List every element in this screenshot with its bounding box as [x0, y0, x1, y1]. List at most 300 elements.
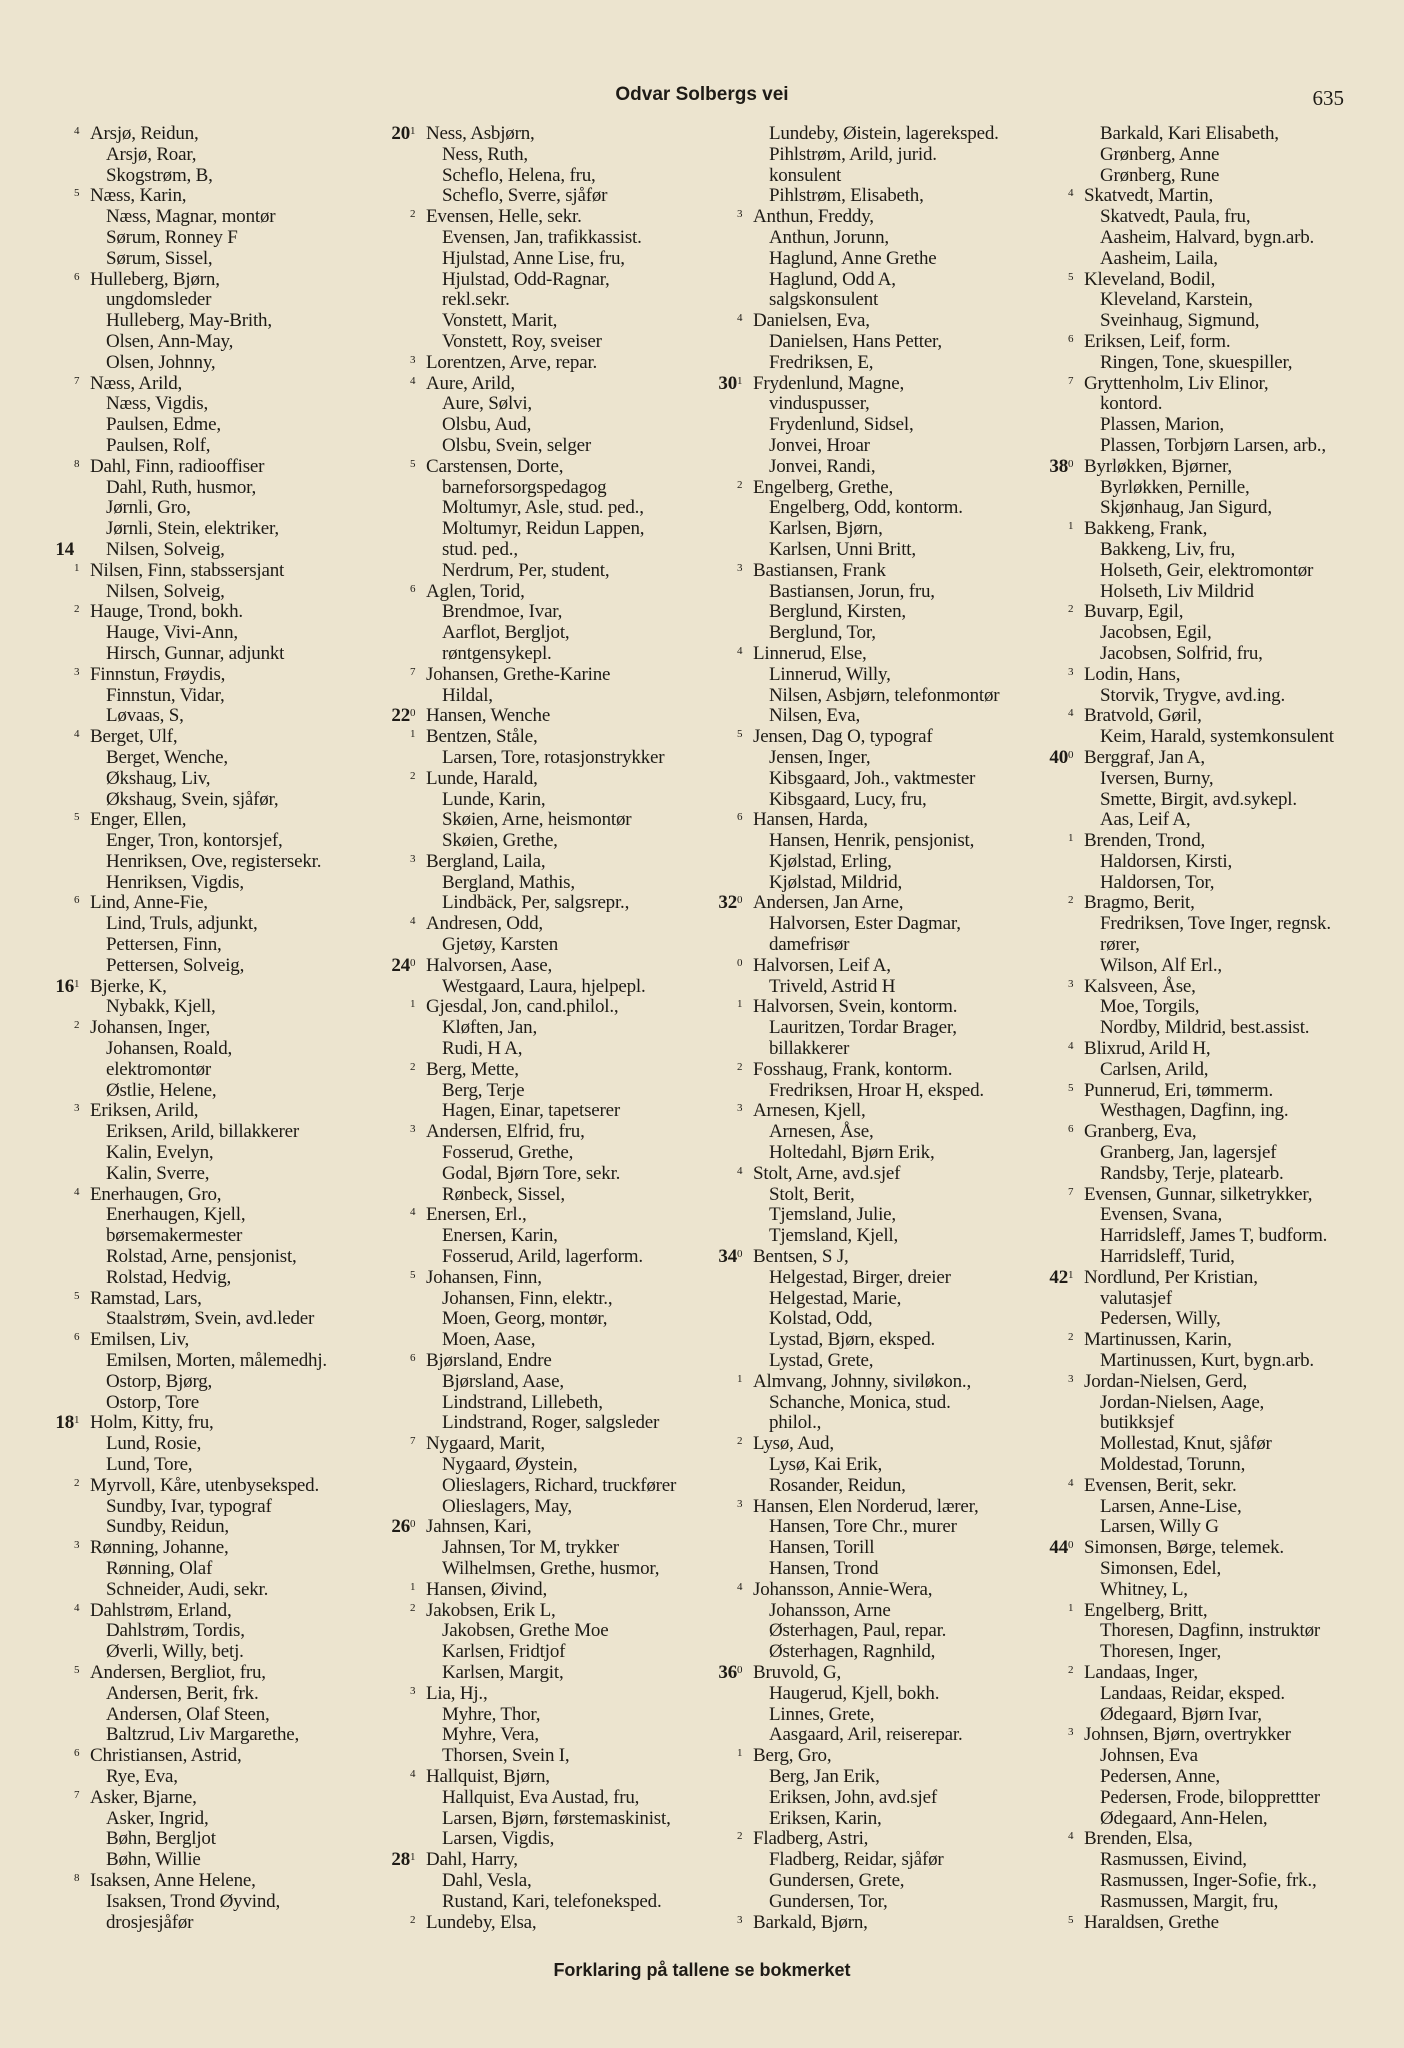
- house-number: 34: [718, 1246, 737, 1268]
- resident-text: Helgestad, Birger, dreier: [769, 1266, 951, 1288]
- directory-entry: [693, 1788, 1023, 1809]
- directory-entry: [1024, 290, 1354, 311]
- directory-entry: [693, 1122, 1023, 1143]
- directory-entry: [693, 374, 1023, 395]
- resident-text: Haglund, Odd A,: [769, 268, 896, 290]
- directory-entry: [366, 769, 696, 790]
- directory-entry: [693, 686, 1023, 707]
- floor-number: 3: [410, 852, 416, 865]
- directory-entry: [1024, 1517, 1354, 1538]
- resident-text: Kalin, Sverre,: [106, 1162, 210, 1184]
- floor-number: 8: [74, 457, 80, 470]
- resident-text: Hansen, Henrik, pensjonist,: [769, 830, 975, 852]
- directory-entry: [1024, 748, 1354, 769]
- directory-entry: [1024, 1434, 1354, 1455]
- resident-text: Aure, Sølvi,: [442, 393, 532, 415]
- resident-text: Fredriksen, E,: [769, 351, 874, 373]
- directory-entry: [1024, 1330, 1354, 1351]
- resident-text: Hulleberg, Bjørn,: [90, 268, 220, 290]
- directory-entry: [366, 1434, 696, 1455]
- resident-text: Olieslagers, Richard, truckfører: [442, 1474, 677, 1496]
- resident-text: Bakkeng, Liv, fru,: [1100, 538, 1235, 560]
- resident-text: Tjemsland, Kjell,: [769, 1225, 899, 1247]
- resident-text: Skogstrøm, B,: [106, 164, 213, 186]
- resident-text: Kalsveen, Åse,: [1084, 975, 1196, 997]
- directory-entry: [30, 186, 360, 207]
- floor-number: 2: [1068, 1663, 1074, 1676]
- directory-entry: [1024, 977, 1354, 998]
- directory-entry: [1024, 1809, 1354, 1830]
- floor-number: 6: [737, 811, 743, 824]
- resident-text: Martinussen, Kurt, bygn.arb.: [1100, 1350, 1314, 1372]
- resident-text: Nordlund, Per Kristian,: [1084, 1266, 1258, 1288]
- directory-entry: [693, 124, 1023, 145]
- directory-entry: [366, 893, 696, 914]
- directory-entry: [1024, 582, 1354, 603]
- directory-entry: [30, 831, 360, 852]
- resident-text: Fredriksen, Hroar H, eksped.: [769, 1079, 984, 1101]
- directory-entry: [693, 977, 1023, 998]
- resident-text: Bjørsland, Aase,: [442, 1370, 564, 1392]
- directory-entry: [693, 1101, 1023, 1122]
- directory-entry: [30, 374, 360, 395]
- directory-entry: [366, 1164, 696, 1185]
- directory-entry: [366, 1559, 696, 1580]
- directory-entry: [366, 748, 696, 769]
- directory-entry: [693, 1684, 1023, 1705]
- resident-text: Christiansen, Astrid,: [90, 1745, 242, 1767]
- directory-entry: [693, 1850, 1023, 1871]
- directory-entry: [693, 1497, 1023, 1518]
- directory-entry: [366, 1809, 696, 1830]
- directory-entry: [693, 1205, 1023, 1226]
- directory-entry: [693, 1809, 1023, 1830]
- directory-entry: [693, 997, 1023, 1018]
- directory-entry: [1024, 1476, 1354, 1497]
- directory-entry: [30, 540, 360, 561]
- resident-text: Bergland, Mathis,: [442, 871, 575, 893]
- resident-text: Nerdrum, Per, student,: [442, 559, 610, 581]
- directory-entry: [1024, 561, 1354, 582]
- directory-entry: [30, 1226, 360, 1247]
- resident-text: Simonsen, Børge, telemek.: [1084, 1537, 1284, 1559]
- directory-entry: [693, 1143, 1023, 1164]
- resident-text: Myhre, Thor,: [442, 1703, 541, 1725]
- resident-text: Bruvold, G,: [753, 1661, 842, 1683]
- floor-number: 6: [410, 582, 416, 595]
- resident-text: Finnstun, Frøydis,: [90, 663, 226, 685]
- directory-entry: [693, 1767, 1023, 1788]
- directory-entry: [30, 727, 360, 748]
- resident-text: Rasmussen, Eivind,: [1100, 1849, 1247, 1871]
- directory-entry: [1024, 1351, 1354, 1372]
- resident-text: Lodin, Hans,: [1084, 663, 1181, 685]
- directory-entry: [1024, 1725, 1354, 1746]
- resident-text: Hansen, Elen Norderud, lærer,: [753, 1495, 979, 1517]
- resident-text: Skjønhaug, Jan Sigurd,: [1100, 497, 1272, 519]
- floor-number: 4: [1068, 1830, 1074, 1843]
- directory-entry: [30, 1642, 360, 1663]
- resident-text: Nilsen, Solveig,: [106, 580, 225, 602]
- resident-text: Rasmussen, Inger-Sofie, frk.,: [1100, 1869, 1317, 1891]
- resident-text: Olsbu, Svein, selger: [442, 434, 592, 456]
- directory-entry: [30, 311, 360, 332]
- resident-text: Lunde, Karin,: [442, 788, 546, 810]
- house-number: 36: [718, 1661, 737, 1683]
- resident-text: Berg, Mette,: [426, 1058, 519, 1080]
- floor-number: 4: [737, 644, 743, 657]
- directory-entry: [1024, 997, 1354, 1018]
- resident-text: Dahlstrøm, Tordis,: [106, 1620, 245, 1642]
- floor-number: 5: [410, 457, 416, 470]
- house-number: 30: [718, 372, 737, 394]
- resident-text: Linnerud, Else,: [753, 642, 867, 664]
- directory-entry: [30, 124, 360, 145]
- resident-text: røntgensykepl.: [442, 642, 552, 664]
- resident-text: Berglund, Tor,: [769, 622, 876, 644]
- directory-entry: [30, 1559, 360, 1580]
- resident-text: Barkald, Bjørn,: [753, 1911, 868, 1933]
- directory-entry: [366, 1289, 696, 1310]
- directory-entry: [366, 727, 696, 748]
- resident-text: Bastiansen, Jorun, fru,: [769, 580, 935, 602]
- resident-text: salgskonsulent: [769, 289, 879, 311]
- street-title: Odvar Solbergs vei: [615, 84, 789, 105]
- floor-number: 1: [410, 125, 416, 137]
- house-number: 24: [391, 954, 410, 976]
- resident-text: Jacobsen, Solfrid, fru,: [1100, 642, 1263, 664]
- resident-text: Isaksen, Anne Helene,: [90, 1869, 256, 1891]
- directory-entry: [30, 1330, 360, 1351]
- directory-entry: [30, 602, 360, 623]
- resident-text: Landaas, Inger,: [1084, 1661, 1198, 1683]
- directory-entry: [693, 1913, 1023, 1934]
- resident-text: Harridsleff, James T, budform.: [1100, 1225, 1328, 1247]
- directory-entry: [1024, 1497, 1354, 1518]
- resident-text: Evensen, Jan, trafikkassist.: [442, 226, 642, 248]
- resident-text: Ness, Asbjørn,: [426, 123, 535, 144]
- resident-text: Gundersen, Grete,: [769, 1869, 905, 1891]
- resident-text: Baltzrud, Liv Margarethe,: [106, 1724, 300, 1746]
- resident-text: Engelberg, Britt,: [1084, 1599, 1208, 1621]
- floor-number: 1: [737, 1372, 743, 1385]
- directory-entry: [366, 561, 696, 582]
- directory-entry: [366, 1122, 696, 1143]
- directory-entry: [30, 1725, 360, 1746]
- directory-entry: [366, 1413, 696, 1434]
- floor-number: 1: [74, 977, 80, 990]
- resident-text: Rye, Eva,: [106, 1765, 178, 1787]
- resident-text: Lund, Tore,: [106, 1454, 193, 1475]
- resident-text: Nilsen, Finn, stabssersjant: [90, 559, 285, 581]
- resident-text: Skatvedt, Paula, fru,: [1100, 206, 1251, 228]
- resident-text: Johnsen, Eva: [1100, 1745, 1198, 1767]
- floor-number: 7: [74, 374, 80, 387]
- resident-text: Bøhn, Willie: [106, 1849, 201, 1871]
- resident-text: Halvorsen, Ester Dagmar,: [769, 913, 961, 935]
- directory-entry: [30, 1455, 360, 1476]
- resident-text: Eriksen, Arild, billakkerer: [106, 1121, 299, 1143]
- resident-text: rører,: [1100, 934, 1140, 956]
- resident-text: Moen, Aase,: [442, 1329, 536, 1351]
- resident-text: Fladberg, Reidar, sjåfør: [769, 1849, 944, 1871]
- resident-text: Hauge, Trond, bokh.: [90, 601, 243, 623]
- directory-entry: [693, 186, 1023, 207]
- floor-number: 7: [1068, 1185, 1074, 1198]
- directory-entry: [1024, 644, 1354, 665]
- resident-text: Pettersen, Finn,: [106, 934, 222, 956]
- directory-entry: [693, 311, 1023, 332]
- resident-text: Stolt, Berit,: [769, 1183, 855, 1205]
- directory-entry: [693, 1517, 1023, 1538]
- resident-text: Lauritzen, Tordar Brager,: [769, 1017, 957, 1039]
- directory-entry: [366, 1018, 696, 1039]
- floor-number: 0: [1068, 748, 1074, 761]
- floor-number: 5: [74, 1663, 80, 1676]
- directory-entry: [366, 1039, 696, 1060]
- resident-text: Engelberg, Odd, kontorm.: [769, 497, 963, 519]
- resident-text: Ødegaard, Ann-Helen,: [1100, 1807, 1268, 1829]
- resident-text: Larsen, Vigdis,: [442, 1828, 555, 1850]
- directory-entry: [1024, 873, 1354, 894]
- directory-column-4: [1024, 124, 1354, 1933]
- resident-text: ungdomsleder: [106, 289, 212, 311]
- directory-entry: [366, 665, 696, 686]
- directory-entry: [1024, 1101, 1354, 1122]
- directory-entry: [1024, 519, 1354, 540]
- resident-text: Scheflo, Sverre, sjåfør: [442, 185, 608, 207]
- directory-entry: [366, 1684, 696, 1705]
- resident-text: Sundby, Ivar, typograf: [106, 1495, 272, 1517]
- resident-text: Aasheim, Laila,: [1100, 247, 1218, 269]
- directory-entry: [30, 1247, 360, 1268]
- floor-number: 5: [74, 187, 80, 200]
- resident-text: Nilsen, Solveig,: [106, 538, 225, 560]
- resident-text: kontord.: [1100, 393, 1163, 415]
- resident-text: Lindbäck, Per, salgsrepr.,: [442, 892, 630, 914]
- directory-entry: [366, 1746, 696, 1767]
- resident-text: Øverli, Willy, betj.: [106, 1641, 244, 1663]
- directory-entry: [30, 997, 360, 1018]
- directory-entry: [1024, 1309, 1354, 1330]
- resident-text: Ostorp, Bjørg,: [106, 1370, 213, 1392]
- directory-entry: [1024, 374, 1354, 395]
- resident-text: Jahnsen, Kari,: [426, 1516, 532, 1538]
- directory-entry: [366, 1642, 696, 1663]
- resident-text: Fredriksen, Tove Inger, regnsk.: [1100, 913, 1331, 935]
- floor-number: 7: [74, 1788, 80, 1801]
- floor-number: 0: [410, 707, 416, 720]
- resident-text: Enger, Ellen,: [90, 809, 187, 831]
- resident-text: butikksjef: [1100, 1412, 1174, 1434]
- directory-entry: [1024, 1060, 1354, 1081]
- floor-number: 4: [410, 1767, 416, 1780]
- resident-text: Ringen, Tone, skuespiller,: [1100, 351, 1293, 373]
- directory-entry: [693, 1601, 1023, 1622]
- resident-text: Jakobsen, Erik L,: [426, 1599, 556, 1621]
- directory-entry: [366, 1580, 696, 1601]
- resident-text: Evensen, Helle, sekr.: [426, 206, 582, 228]
- resident-text: Moltumyr, Asle, stud. ped.,: [442, 497, 644, 519]
- resident-text: Carlsen, Arild,: [1100, 1058, 1209, 1080]
- directory-entry: [30, 1060, 360, 1081]
- resident-text: Bastiansen, Frank: [753, 559, 886, 581]
- resident-text: Berg, Jan Erik,: [769, 1765, 880, 1787]
- floor-number: 4: [74, 1185, 80, 1198]
- floor-number: 0: [737, 1663, 743, 1676]
- directory-entry: [1024, 1913, 1354, 1934]
- resident-text: Buvarp, Egil,: [1084, 601, 1184, 623]
- resident-text: Andersen, Olaf Steen,: [106, 1703, 270, 1725]
- directory-entry: [366, 935, 696, 956]
- resident-text: Nordby, Mildrid, best.assist.: [1100, 1017, 1310, 1039]
- directory-entry: [693, 665, 1023, 686]
- directory-entry: [366, 582, 696, 603]
- floor-number: 2: [737, 1830, 743, 1843]
- resident-text: Granberg, Eva,: [1084, 1121, 1197, 1143]
- directory-entry: [366, 1829, 696, 1850]
- floor-number: 4: [737, 1580, 743, 1593]
- resident-text: Dahl, Harry,: [426, 1849, 518, 1871]
- directory-entry: [30, 1393, 360, 1414]
- directory-entry: [1024, 1226, 1354, 1247]
- resident-text: Enerhaugen, Gro,: [90, 1183, 222, 1205]
- directory-entry: [366, 686, 696, 707]
- floor-number: 1: [74, 561, 80, 574]
- floor-number: 0: [737, 1248, 743, 1261]
- resident-text: Berget, Ulf,: [90, 726, 178, 748]
- directory-entry: [366, 1143, 696, 1164]
- floor-number: 7: [1068, 374, 1074, 387]
- resident-text: Olsbu, Aud,: [442, 414, 532, 436]
- resident-text: Byrløkken, Pernille,: [1100, 476, 1250, 498]
- resident-text: Halvorsen, Svein, kontorm.: [753, 996, 958, 1018]
- directory-entry: [1024, 1684, 1354, 1705]
- directory-entry: [693, 415, 1023, 436]
- directory-entry: [30, 810, 360, 831]
- directory-entry: [366, 1081, 696, 1102]
- resident-text: Nilsen, Asbjørn, telefonmontør: [769, 684, 1000, 706]
- directory-entry: [693, 852, 1023, 873]
- directory-entry: [366, 1538, 696, 1559]
- house-number: 28: [391, 1849, 410, 1871]
- resident-text: billakkerer: [769, 1038, 850, 1060]
- floor-number: 1: [410, 728, 416, 741]
- directory-entry: [693, 478, 1023, 499]
- directory-entry: [366, 644, 696, 665]
- directory-entry: [30, 1351, 360, 1372]
- floor-number: 6: [74, 270, 80, 283]
- resident-text: Ramstad, Lars,: [90, 1287, 202, 1309]
- resident-text: Rasmussen, Margit, fru,: [1100, 1890, 1279, 1912]
- floor-number: 3: [737, 561, 743, 574]
- resident-text: Bragmo, Berit,: [1084, 892, 1195, 914]
- directory-entry: [366, 1247, 696, 1268]
- resident-text: Næss, Magnar, montør: [106, 206, 276, 228]
- floor-number: 0: [410, 1518, 416, 1531]
- directory-entry: [30, 935, 360, 956]
- directory-entry: [366, 166, 696, 187]
- directory-entry: [693, 769, 1023, 790]
- directory-entry: [30, 332, 360, 353]
- directory-entry: [693, 1455, 1023, 1476]
- resident-text: Whitney, L,: [1100, 1578, 1188, 1600]
- resident-text: Wilhelmsen, Grethe, husmor,: [442, 1557, 660, 1579]
- resident-text: Lunde, Harald,: [426, 767, 538, 789]
- resident-text: Hirsch, Gunnar, adjunkt: [106, 642, 285, 664]
- floor-number: 5: [74, 811, 80, 824]
- resident-text: Scheflo, Helena, fru,: [442, 164, 596, 186]
- floor-number: 1: [410, 1851, 416, 1864]
- floor-number: 5: [74, 1289, 80, 1302]
- resident-text: Pihlstrøm, Arild, jurid.: [769, 143, 937, 165]
- directory-entry: [30, 748, 360, 769]
- directory-entry: [30, 1413, 360, 1434]
- directory-entry: [693, 1580, 1023, 1601]
- floor-number: 4: [410, 374, 416, 387]
- directory-entry: [693, 1351, 1023, 1372]
- directory-entry: [693, 1663, 1023, 1684]
- resident-text: Sveinhaug, Sigmund,: [1100, 310, 1260, 332]
- resident-text: Storvik, Trygve, avd.ing.: [1100, 684, 1286, 706]
- directory-entry: [693, 1559, 1023, 1580]
- floor-number: 7: [410, 1435, 416, 1448]
- directory-entry: [693, 1871, 1023, 1892]
- directory-entry: [30, 977, 360, 998]
- directory-entry: [30, 1268, 360, 1289]
- resident-text: Karlsen, Unni Britt,: [769, 538, 916, 560]
- directory-entry: [1024, 914, 1354, 935]
- resident-text: Paulsen, Edme,: [106, 414, 221, 436]
- house-number: 32: [718, 892, 737, 914]
- resident-text: Berglund, Kirsten,: [769, 601, 906, 623]
- resident-text: Plassen, Marion,: [1100, 414, 1224, 436]
- resident-text: Smette, Birgit, avd.sykepl.: [1100, 788, 1297, 810]
- resident-text: Henriksen, Ove, registersekr.: [106, 850, 322, 872]
- floor-number: 2: [410, 1913, 416, 1926]
- directory-entry: [693, 1289, 1023, 1310]
- directory-entry: [30, 623, 360, 644]
- resident-text: Punnerud, Eri, tømmerm.: [1084, 1079, 1274, 1101]
- directory-entry: [693, 1393, 1023, 1414]
- directory-entry: [30, 1892, 360, 1913]
- directory-entry: [30, 1372, 360, 1393]
- resident-text: Pihlstrøm, Elisabeth,: [769, 185, 924, 207]
- floor-number: 8: [74, 1871, 80, 1884]
- floor-number: 4: [74, 1601, 80, 1614]
- directory-entry: [366, 873, 696, 894]
- resident-text: Pedersen, Frode, bilopprettter: [1100, 1786, 1320, 1808]
- directory-entry: [366, 394, 696, 415]
- directory-entry: [1024, 935, 1354, 956]
- directory-entry: [1024, 1746, 1354, 1767]
- resident-text: Haldorsen, Kirsti,: [1100, 850, 1233, 872]
- floor-number: 5: [1068, 1913, 1074, 1926]
- directory-entry: [693, 1164, 1023, 1185]
- directory-entry: [693, 145, 1023, 166]
- directory-entry: [1024, 956, 1354, 977]
- directory-entry: [366, 1850, 696, 1871]
- floor-number: 3: [410, 353, 416, 366]
- resident-text: Haugerud, Kjell, bokh.: [769, 1682, 940, 1704]
- resident-text: Aglen, Torid,: [426, 580, 525, 602]
- floor-number: 6: [74, 1747, 80, 1760]
- directory-entry: [1024, 831, 1354, 852]
- directory-entry: [693, 893, 1023, 914]
- floor-number: 1: [1068, 1268, 1074, 1281]
- resident-text: Bratvold, Gøril,: [1084, 705, 1202, 727]
- directory-entry: [1024, 353, 1354, 374]
